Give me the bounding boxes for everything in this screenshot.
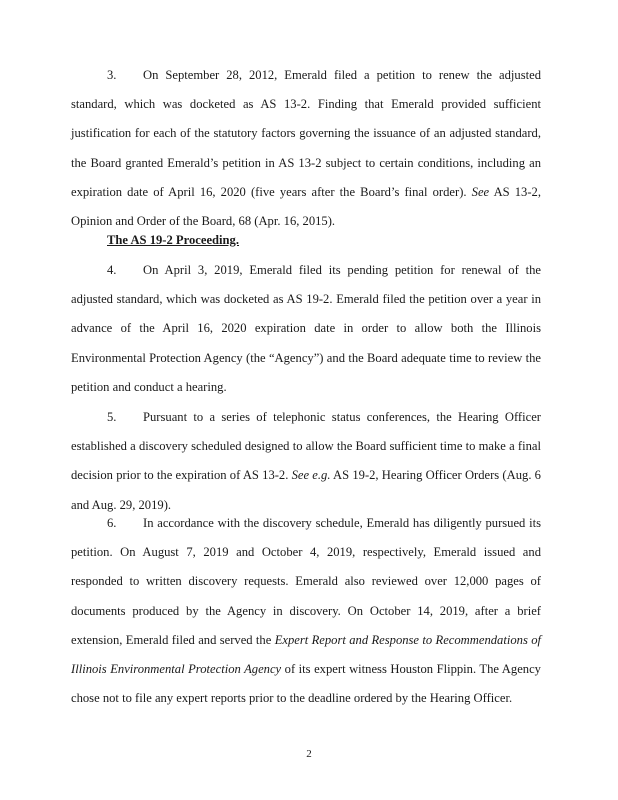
paragraph-4 bbox=[71, 256, 541, 402]
paragraph-text: In accordance with the discovery schedule, Emerald has diligently pursued its petition. On August 7, 2019 and October 4, 2019, respectively, Emerald issued and responded to written discovery requests. Emerald also reviewed over 12,000 pages of documents produced by the Agency in discovery. On October 14, 2019, after a brief extension, Emerald filed and served the bbox=[71, 516, 541, 647]
paragraph-text: On April 3, 2019, Emerald filed its pending petition for renewal of the adjusted standard, which was docketed as AS 19-2. Emerald filed the petition over a year in advance of the April 16, 2020 expiration date in order to allow both the Illinois Environmental Protection Agency (the “Agency”) and the Board adequate time to review the petition and conduct a hearing. bbox=[71, 263, 541, 394]
citation-text: AS 19-2, Hearing Officer Orders (Aug. 6 and Aug. 29, 2019). bbox=[71, 468, 541, 512]
paragraph-number: 6. bbox=[107, 516, 117, 530]
paragraph-3 bbox=[71, 61, 541, 236]
paragraph-text-continued: of its expert witness Houston Flippin. The Agency chose not to file any expert reports prior to the deadline ordered by the Hearing Officer. bbox=[71, 662, 541, 706]
citation-signal: See e.g. bbox=[291, 468, 331, 483]
citation-text: AS 13-2, Opinion and Order of the Board, 68 (Apr. 16, 2015). bbox=[71, 184, 541, 229]
section-heading: The AS 19-2 Proceeding. bbox=[107, 233, 240, 247]
paragraph-number: 3. bbox=[107, 68, 117, 82]
page-number: 2 bbox=[306, 748, 312, 760]
paragraph-6 bbox=[71, 509, 541, 713]
paragraph-text: Pursuant to a series of telephonic status conferences, the Hearing Officer established a discovery scheduled designed to allow the Board sufficient time to make a final decision prior to the expiration of AS 13-2. bbox=[71, 410, 541, 483]
paragraph-number: 4. bbox=[107, 263, 117, 277]
citation-signal: See bbox=[471, 184, 490, 199]
paragraph-text: On September 28, 2012, Emerald filed a petition to renew the adjusted standard, which was docketed as AS 13-2. Finding that Emerald provided sufficient justification for each of the statutory factors governing the issuance of an adjusted standard, the Board granted Emerald’s petition in AS 13-2 subject to certain conditions, including an expiration date of April 16, 2020 (five years after the Board’s final order). bbox=[71, 68, 541, 199]
paragraph-5 bbox=[71, 403, 541, 520]
paragraph-number: 5. bbox=[107, 410, 117, 424]
report-title: Expert Report and Response to Recommendations of Illinois Environmental Protection Agency bbox=[71, 632, 541, 677]
